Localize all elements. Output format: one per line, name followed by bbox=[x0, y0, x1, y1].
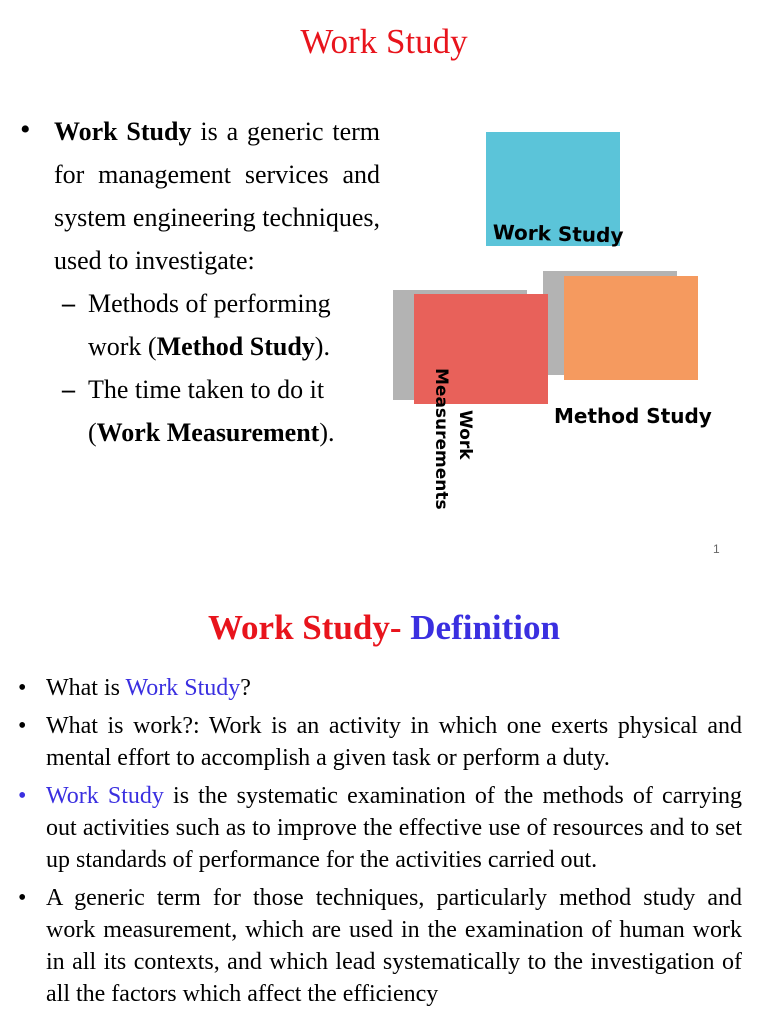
bullet-dot: • bbox=[18, 713, 27, 739]
item-highlight: Work Study bbox=[125, 675, 241, 701]
sub-bullet-text: Methods of performing work ( bbox=[88, 289, 331, 361]
bullet-work-study bbox=[20, 110, 380, 282]
sub-bullet-work-measurement bbox=[20, 368, 380, 454]
method-study-label: Method Study bbox=[554, 404, 712, 428]
item-text: What is work?: Work is an activity in which one exerts physical and mental effort to accomplish a given task or perform a duty. bbox=[46, 713, 742, 771]
sub-bullet-end: ). bbox=[314, 332, 330, 361]
list-item bbox=[18, 710, 742, 774]
slide-body bbox=[20, 110, 380, 454]
item-text: is the systematic examination of the methods of carrying out activities such as to improve the effective use of resources and to set up standards of performance for the activities carried out. bbox=[46, 783, 742, 873]
work-measurements-label-line1: Work bbox=[455, 410, 475, 460]
bullet-bold-term: Work Study bbox=[54, 117, 192, 146]
method-study-box bbox=[564, 276, 698, 380]
item-text: A generic term for those techniques, particularly method study and work measurement, which are used in the examination of human work in all its contexts, and which lead systematically to the investigation of all the factors which affect the efficiency bbox=[46, 885, 742, 1007]
sub-bullet-bold: Method Study bbox=[156, 332, 315, 361]
work-study-label: Work Study bbox=[492, 220, 624, 248]
list-item bbox=[18, 672, 742, 704]
slide-title-definition bbox=[0, 608, 768, 648]
title-part-red: Work Study- bbox=[207, 608, 411, 647]
item-text-end: ? bbox=[240, 675, 251, 701]
work-measurements-label bbox=[430, 368, 494, 510]
dash-marker: – bbox=[62, 289, 75, 318]
sub-bullet-bold: Work Measurement bbox=[96, 418, 320, 447]
bullet-dot: • bbox=[18, 885, 27, 911]
bullet-dot: • bbox=[20, 113, 31, 146]
bullet-description: is a generic term for management services and system engineering techniques, used to investigate: bbox=[54, 117, 381, 275]
list-item bbox=[18, 780, 742, 876]
work-measurements-label-line2: Measurements bbox=[431, 368, 451, 510]
page-number: 1 bbox=[713, 542, 720, 556]
item-highlight: Work Study bbox=[46, 783, 164, 809]
sub-bullet-method-study bbox=[20, 282, 380, 368]
bullet-dot: • bbox=[18, 783, 27, 809]
slide-title: Work Study bbox=[300, 22, 468, 61]
sub-bullet-end: ). bbox=[319, 418, 335, 447]
title-part-blue: Definition bbox=[410, 608, 560, 647]
dash-marker: – bbox=[62, 375, 75, 404]
item-text: What is bbox=[46, 675, 126, 701]
list-item bbox=[18, 882, 742, 1010]
bullet-dot: • bbox=[18, 675, 27, 701]
definition-list bbox=[18, 672, 742, 1016]
sub-bullet-text: The time taken to do it ( bbox=[88, 375, 325, 447]
